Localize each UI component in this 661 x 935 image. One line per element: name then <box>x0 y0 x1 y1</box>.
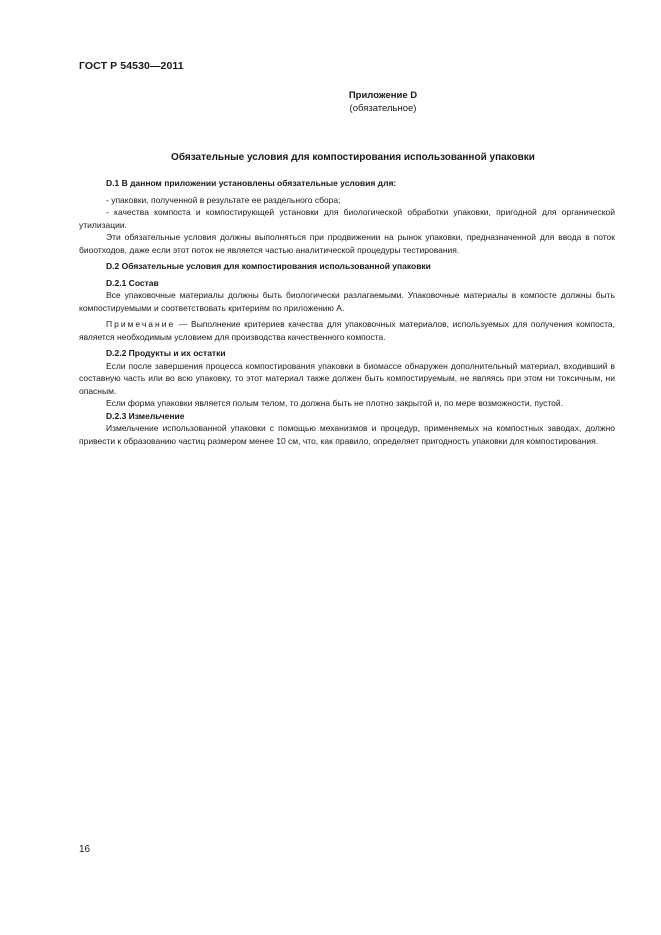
section-d2-heading: D.2 Обязательные условия для компостирования использованной упаковки <box>106 261 431 271</box>
document-body <box>79 177 615 447</box>
section-d1-heading: D.1 В данном приложении установлены обязательные условия для: <box>106 178 397 188</box>
d1-list-item: - упаковки, полученной в результате ее раздельного сбора; <box>106 194 341 205</box>
d22-paragraph: Если после завершения процесса компостирования упаковки в биомассе обнаружен дополнительный материал, входивший в составную часть или во всю упаковку, то этот материал также должен быть компостируемым, не являясь при этом ни токсичным, ни опасным. <box>79 360 615 396</box>
page-number: 16 <box>79 844 91 855</box>
d21-paragraph: Все упаковочные материалы должны быть биологически разлагаемыми. Упаковочные материалы в компосте должны быть компостируемыми и соответствовать критериям по приложению А. <box>79 290 615 313</box>
annex-heading <box>270 90 496 115</box>
annex-title: Приложение D <box>348 90 418 101</box>
section-d22-heading: D.2.2 Продукты и их остатки <box>106 348 226 358</box>
d1-list-item: - качества компоста и компостирующей установки для биологической обработки упаковки, пригодной для органической утилизации. <box>79 207 615 230</box>
section-d21-heading: D.2.1 Состав <box>106 277 159 288</box>
d1-paragraph: Эти обязательные условия должны выполняться при продвижении на рынок упаковки, предназначенной для ввода в поток биоотходов, даже если этот поток не является частью аналитической процедуры тестирования. <box>79 232 615 255</box>
d23-paragraph: Измельчение использованной упаковки с помощью механизмов и процедур, применяемых на компостных заводах, должно привести к образованию частиц размером менее 10 см, что, как правило, определяет пригодность упаковки для компостирования. <box>79 423 615 446</box>
main-title: Обязательные условия для компостирования использованной упаковки <box>171 152 535 163</box>
d22-paragraph: Если форма упаковки является полым телом, то должна быть не плотно закрытой и, по мере возможности, пустой. <box>106 398 563 408</box>
annex-status: (обязательное) <box>349 102 417 114</box>
note-paragraph <box>79 318 615 343</box>
note-text: — Выполнение критериев качества для упаковочных материалов, используемых для получения компоста, является необходимым условием для производства качественного компоста. <box>79 319 615 342</box>
note-label: Примечание <box>106 319 176 329</box>
document-id: ГОСТ Р 54530—2011 <box>79 60 184 72</box>
section-d23-heading: D.2.3 Измельчение <box>106 410 185 421</box>
